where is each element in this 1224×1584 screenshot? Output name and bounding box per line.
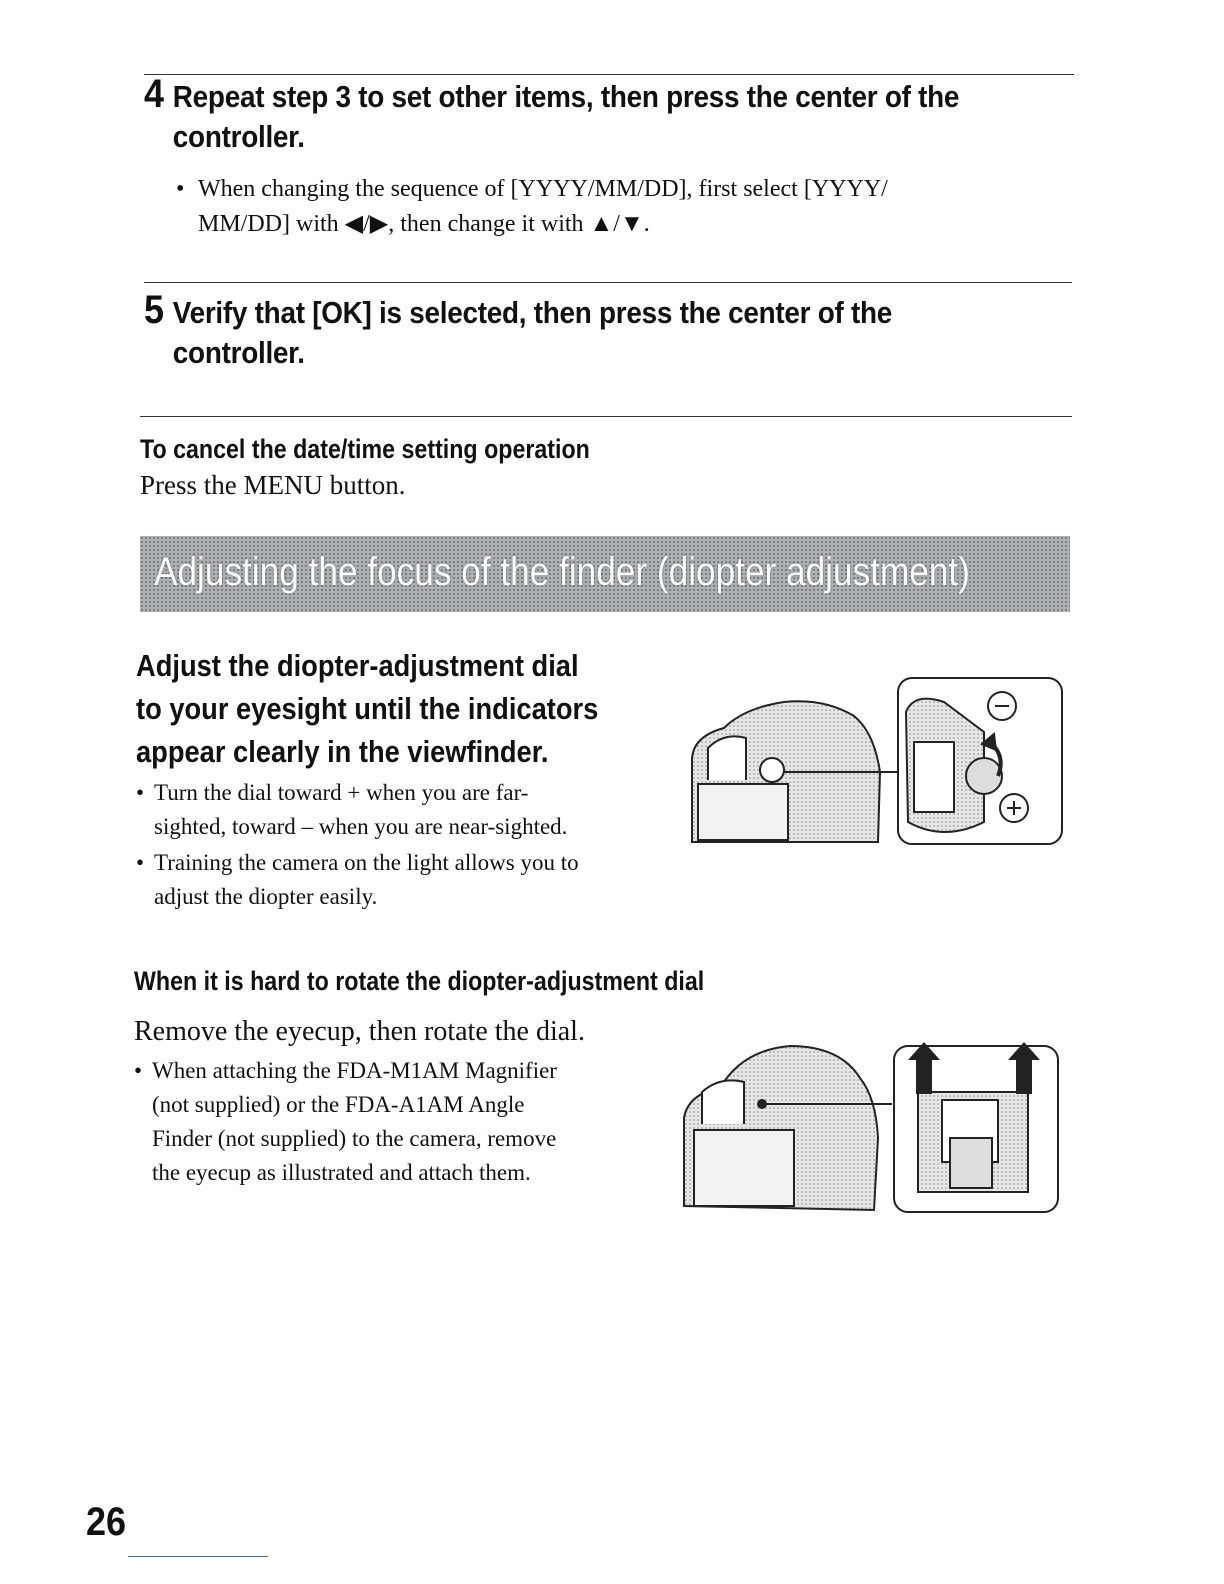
step-5-heading <box>144 290 892 373</box>
diopter-dial-illustration <box>684 672 1068 848</box>
step-title-line2: controller. <box>172 335 305 370</box>
hard-rotate-text: Remove the eyecup, then rotate the dial. <box>134 1016 585 1047</box>
eyecup-closeup <box>894 1042 1058 1212</box>
step-title-line1: Repeat step 3 to set other items, then press the center of the <box>172 79 960 114</box>
step-title-line2: controller. <box>172 119 305 154</box>
step-number: 5 <box>144 288 164 332</box>
camera-back-drawing <box>692 701 898 842</box>
cancel-text: Press the MENU button. <box>140 470 406 500</box>
bullet-line2: MM/DD] with ◀/▶, then change it with ▲/▼. <box>198 211 650 237</box>
lead-line3: appear clearly in the viewfinder. <box>136 734 549 769</box>
bullet-line1: When attaching the FDA-M1AM Magnifier <box>152 1058 557 1083</box>
diopter-bullet-2 <box>136 846 579 914</box>
diopter-lead <box>136 644 598 773</box>
lead-line2: to your eyesight until the indicators <box>136 691 599 726</box>
divider-cancel <box>140 416 1072 417</box>
hard-rotate-bullet <box>134 1054 557 1190</box>
footer-rule <box>128 1556 268 1557</box>
bullet-line1: Turn the dial toward + when you are far- <box>154 780 529 805</box>
step-title-line1: Verify that [OK] is selected, then press the center of the <box>172 295 893 330</box>
step-4-heading <box>144 74 959 157</box>
bullet-dot: • <box>136 780 145 805</box>
lead-line1: Adjust the diopter-adjustment dial <box>136 648 579 683</box>
bullet-line1: Training the camera on the light allows you to <box>154 850 579 875</box>
step-4-bullet <box>176 172 888 242</box>
bullet-line4: the eyecup as illustrated and attach them. <box>152 1160 531 1185</box>
bullet-line2: (not supplied) or the FDA-A1AM Angle <box>152 1092 525 1117</box>
bullet-line2: sighted, toward – when you are near-sighted. <box>154 814 568 839</box>
hard-rotate-heading: When it is hard to rotate the diopter-adjustment dial <box>134 966 705 996</box>
step-number: 4 <box>144 72 164 116</box>
eyecup-removal-illustration <box>680 1038 1064 1216</box>
bullet-line1: When changing the sequence of [YYYY/MM/DD], first select [YYYY/ <box>198 176 888 202</box>
viewfinder-closeup <box>898 678 1062 844</box>
section-title: Adjusting the focus of the finder (diopter adjustment) <box>154 550 970 594</box>
bullet-line2: adjust the diopter easily. <box>154 884 378 909</box>
bullet-dot: • <box>134 1058 143 1083</box>
bullet-dot: • <box>136 850 145 875</box>
divider-step5 <box>144 282 1072 283</box>
bullet-dot: • <box>176 176 185 202</box>
bullet-line3: Finder (not supplied) to the camera, remove <box>152 1126 557 1151</box>
diopter-bullet-1 <box>136 776 568 844</box>
section-banner <box>140 536 1070 612</box>
page-number: 26 <box>86 1500 127 1544</box>
cancel-heading: To cancel the date/time setting operation <box>140 434 590 464</box>
camera-back-drawing <box>684 1046 892 1210</box>
